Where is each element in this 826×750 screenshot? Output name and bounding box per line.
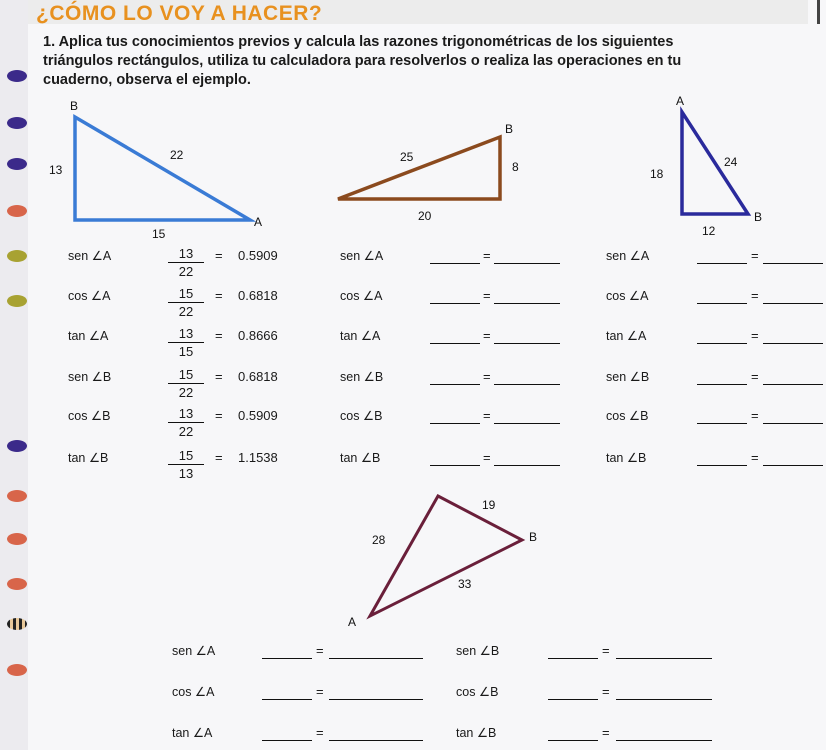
- equals-sign: =: [316, 725, 324, 740]
- example-result: 0.8666: [238, 328, 278, 343]
- equals-sign: =: [215, 328, 223, 343]
- answer-blank: [697, 303, 747, 304]
- equals-sign: =: [483, 328, 491, 343]
- ratio-label: tan ∠A: [606, 329, 647, 343]
- example-fraction: [168, 326, 204, 359]
- t1-vertex-a: A: [254, 215, 263, 229]
- equals-sign: =: [751, 408, 759, 423]
- answer-blank: [262, 658, 312, 659]
- instruction-line: triángulos rectángulos, utiliza tu calculadora para resolverlos o realiza las operaciones en tu: [43, 53, 682, 69]
- t3-vertex-b: B: [754, 210, 763, 224]
- triangle-3: [682, 112, 748, 214]
- example-result: 1.1538: [238, 450, 278, 465]
- answer-blank: [430, 263, 480, 264]
- t4-side-top: 19: [482, 498, 496, 512]
- answer-blank: [616, 699, 712, 700]
- equals-sign: =: [751, 328, 759, 343]
- answer-blank: [494, 465, 560, 466]
- equals-sign: =: [751, 450, 759, 465]
- ratio-label: sen ∠A: [606, 249, 650, 263]
- fraction-denominator: 13: [178, 466, 194, 481]
- instruction-line: 1. Aplica tus conocimientos previos y calcula las razones trigonométricas de los siguientes: [43, 34, 674, 50]
- answer-blank: [697, 263, 747, 264]
- example-result: 0.5909: [238, 408, 278, 423]
- answer-blank: [329, 699, 423, 700]
- equals-sign: =: [751, 248, 759, 263]
- answer-blank: [262, 699, 312, 700]
- equals-sign: =: [316, 643, 324, 658]
- equals-sign: =: [751, 288, 759, 303]
- answer-blank: [430, 343, 480, 344]
- ratio-label: sen ∠A: [68, 249, 112, 263]
- t3-side-bottom: 12: [702, 224, 716, 238]
- t4-vertex-a: A: [348, 615, 357, 629]
- equals-sign: =: [215, 450, 223, 465]
- ratio-label: cos ∠A: [172, 685, 215, 699]
- fraction-numerator: 15: [168, 448, 204, 465]
- example-fraction: [168, 246, 204, 279]
- example-result: 0.5909: [238, 248, 278, 263]
- t1-side-hyp: 22: [170, 148, 184, 162]
- equals-sign: =: [215, 248, 223, 263]
- answer-blank: [430, 423, 480, 424]
- equals-sign: =: [602, 643, 610, 658]
- equals-sign: =: [483, 450, 491, 465]
- answer-blank: [430, 303, 480, 304]
- equals-sign: =: [316, 684, 324, 699]
- equals-sign: =: [483, 288, 491, 303]
- fraction-denominator: 22: [178, 385, 194, 400]
- t1-side-left: 13: [49, 163, 63, 177]
- ratio-label: sen ∠A: [172, 644, 216, 658]
- fraction-denominator: 15: [178, 344, 194, 359]
- t4-vertex-b: B: [529, 530, 538, 544]
- answer-blank: [548, 699, 598, 700]
- example-result: 0.6818: [238, 288, 278, 303]
- t3-vertex-a: A: [676, 94, 685, 108]
- answer-blank: [763, 465, 823, 466]
- equals-sign: =: [602, 684, 610, 699]
- answer-blank: [697, 384, 747, 385]
- answer-blank: [494, 384, 560, 385]
- triangle-1: [75, 117, 250, 220]
- example-fraction: [168, 448, 204, 481]
- answer-blank: [494, 303, 560, 304]
- equals-sign: =: [215, 288, 223, 303]
- equals-sign: =: [215, 408, 223, 423]
- triangle-2: [338, 137, 500, 199]
- answer-blank: [329, 740, 423, 741]
- equals-sign: =: [751, 369, 759, 384]
- example-fraction: [168, 406, 204, 439]
- equals-sign: =: [483, 408, 491, 423]
- ratio-label: tan ∠A: [68, 329, 109, 343]
- ratio-label: tan ∠A: [172, 726, 213, 740]
- ratio-label: cos ∠B: [456, 685, 499, 699]
- t2-side-bottom: 20: [418, 209, 432, 223]
- equals-sign: =: [602, 725, 610, 740]
- triangle-4: [370, 496, 522, 616]
- ratio-label: sen ∠B: [340, 370, 384, 384]
- answer-blank: [548, 740, 598, 741]
- t2-vertex-b: B: [505, 122, 514, 136]
- t2-side-hyp: 25: [400, 150, 414, 164]
- fraction-denominator: 22: [178, 304, 194, 319]
- fraction-numerator: 15: [168, 367, 204, 384]
- answer-blank: [697, 465, 747, 466]
- ratio-label: cos ∠B: [340, 409, 383, 423]
- equals-sign: =: [483, 369, 491, 384]
- answer-blank: [697, 423, 747, 424]
- ratio-label: sen ∠A: [340, 249, 384, 263]
- fraction-denominator: 22: [178, 424, 194, 439]
- answer-blank: [763, 303, 823, 304]
- example-fraction: [168, 367, 204, 400]
- fraction-numerator: 13: [168, 406, 204, 423]
- instruction-line: cuaderno, observa el ejemplo.: [43, 72, 251, 88]
- example-result: 0.6818: [238, 369, 278, 384]
- fraction-numerator: 13: [168, 246, 204, 263]
- t1-side-bottom: 15: [152, 227, 166, 241]
- t3-side-hyp: 24: [724, 155, 738, 169]
- ratio-label: cos ∠A: [606, 289, 649, 303]
- answer-blank: [494, 343, 560, 344]
- answer-blank: [430, 384, 480, 385]
- equals-sign: =: [215, 369, 223, 384]
- ratio-label: sen ∠B: [456, 644, 500, 658]
- ratio-label: sen ∠B: [606, 370, 650, 384]
- t4-side-bottom: 33: [458, 577, 472, 591]
- t2-side-right: 8: [512, 160, 519, 174]
- fraction-numerator: 15: [168, 286, 204, 303]
- fraction-denominator: 22: [178, 264, 194, 279]
- ratio-label: cos ∠B: [606, 409, 649, 423]
- t1-vertex-b: B: [70, 99, 79, 113]
- answer-blank: [697, 343, 747, 344]
- answer-blank: [430, 465, 480, 466]
- answer-blank: [262, 740, 312, 741]
- ratio-label: tan ∠A: [340, 329, 381, 343]
- example-fraction: [168, 286, 204, 319]
- answer-blank: [616, 658, 712, 659]
- page-title: ¿CÓMO LO VOY A HACER?: [36, 2, 323, 25]
- fraction-numerator: 13: [168, 326, 204, 343]
- equals-sign: =: [483, 248, 491, 263]
- t3-side-left: 18: [650, 167, 664, 181]
- answer-blank: [763, 423, 823, 424]
- answer-blank: [763, 343, 823, 344]
- answer-blank: [494, 263, 560, 264]
- answer-blank: [494, 423, 560, 424]
- answer-blank: [763, 384, 823, 385]
- ratio-label: tan ∠B: [606, 451, 647, 465]
- answer-blank: [548, 658, 598, 659]
- t4-side-left: 28: [372, 533, 386, 547]
- ratio-label: cos ∠A: [340, 289, 383, 303]
- answer-blank: [329, 658, 423, 659]
- ratio-label: tan ∠B: [68, 451, 109, 465]
- answer-blank: [763, 263, 823, 264]
- ratio-label: tan ∠B: [340, 451, 381, 465]
- ratio-label: cos ∠A: [68, 289, 111, 303]
- ratio-label: cos ∠B: [68, 409, 111, 423]
- ratio-label: tan ∠B: [456, 726, 497, 740]
- ratio-label: sen ∠B: [68, 370, 112, 384]
- answer-blank: [616, 740, 712, 741]
